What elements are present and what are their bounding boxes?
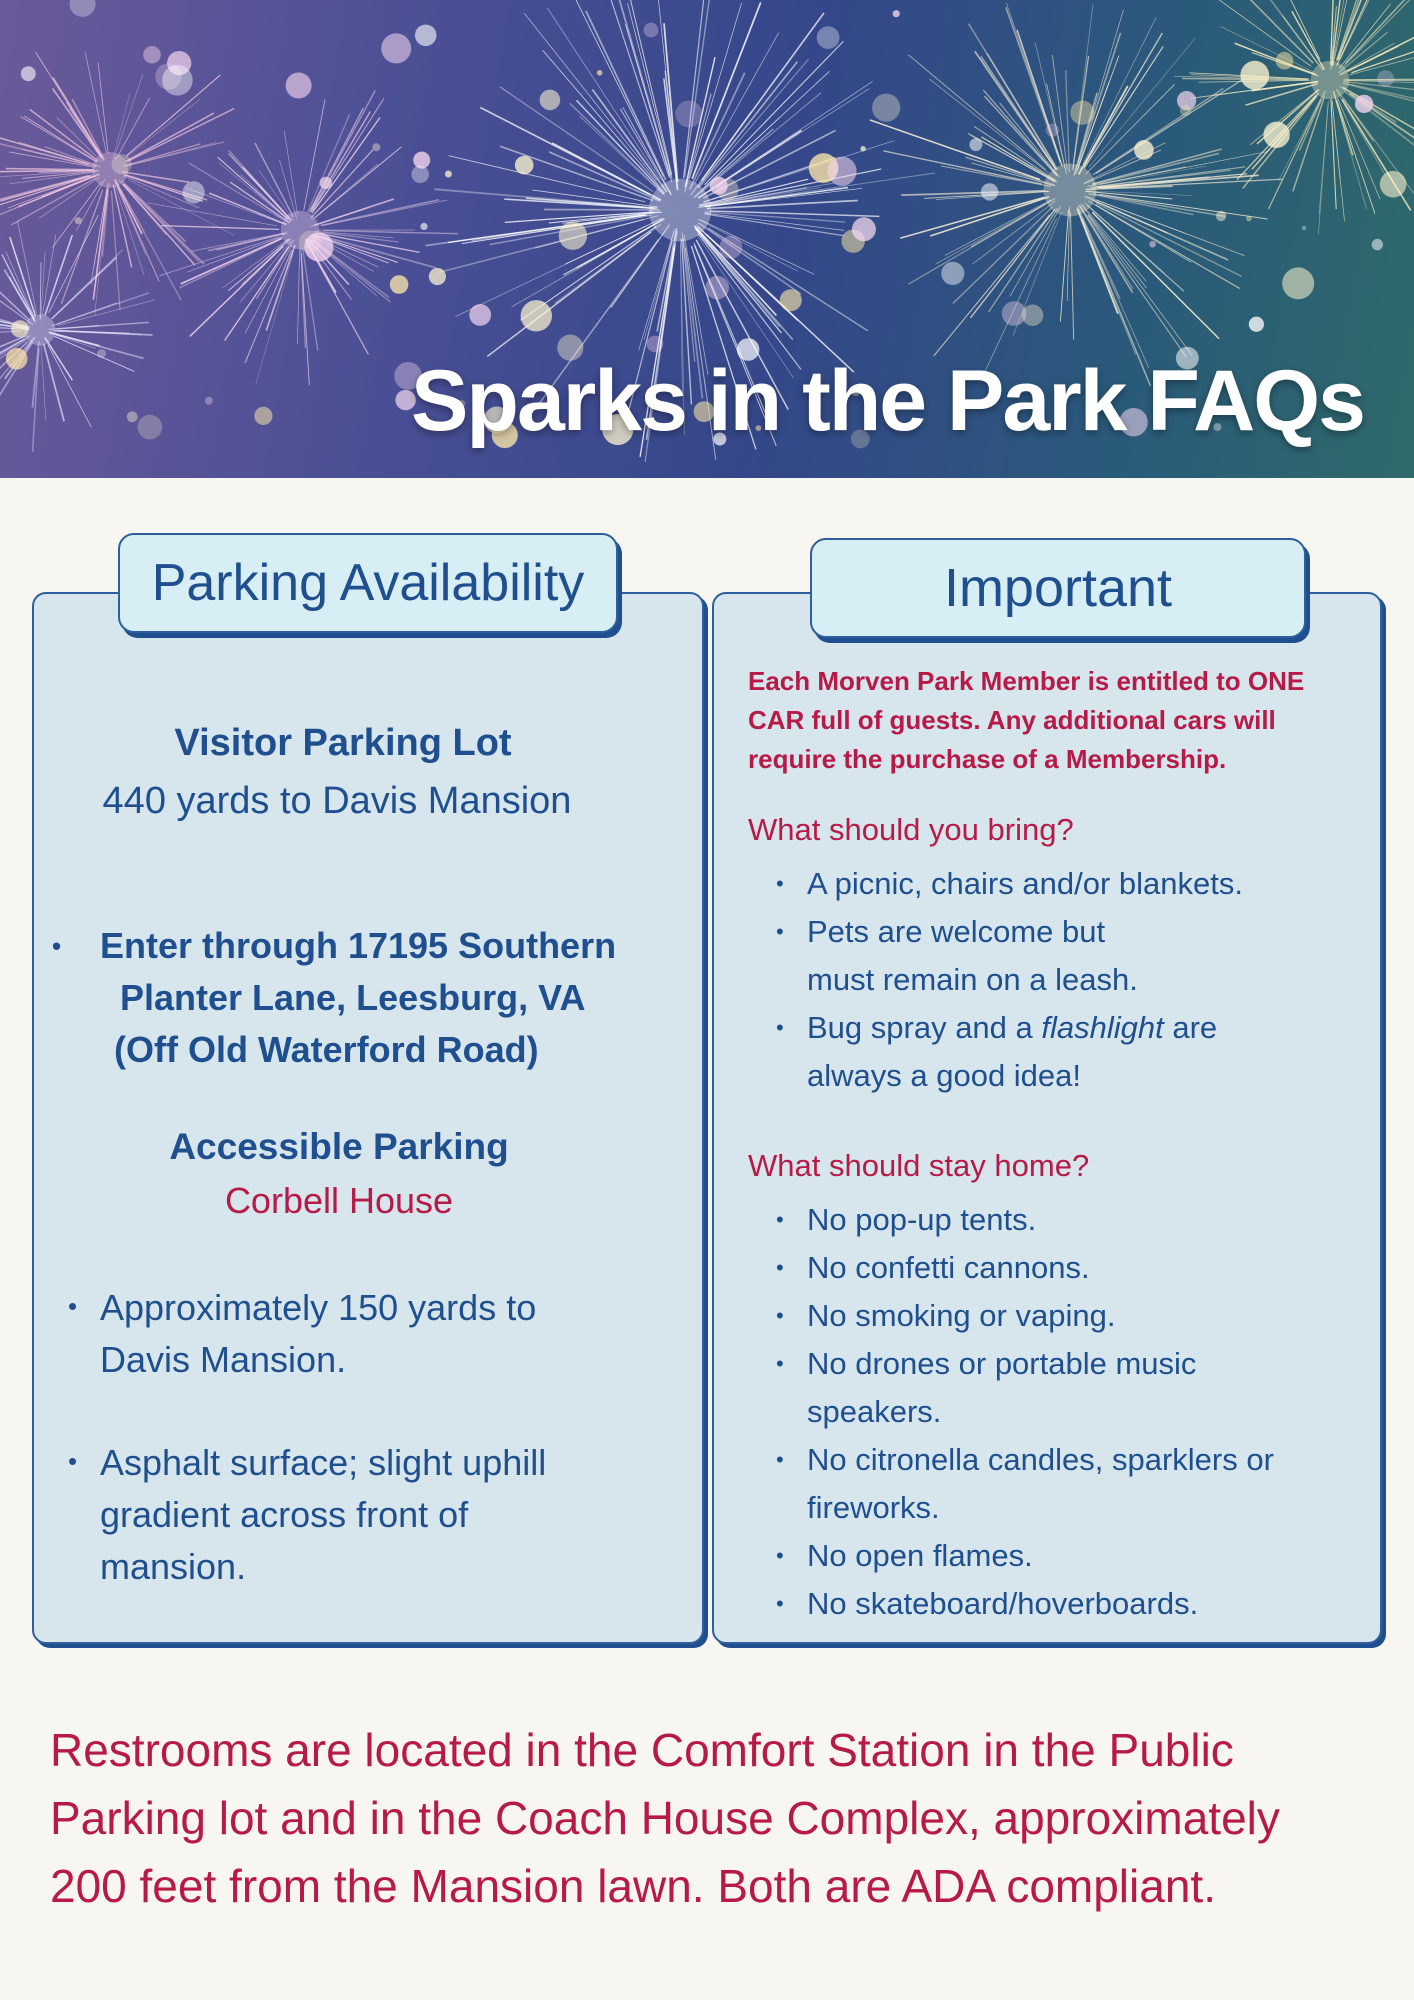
restroom-note-line: Parking lot and in the Coach House Complex, approximately	[50, 1792, 1280, 1844]
accessible-item-line: Approximately 150 yards to	[100, 1287, 537, 1328]
entry-line: Planter Lane, Leesburg, VA	[120, 977, 586, 1018]
stay-home-item: No skateboard/hoverboards.	[807, 1586, 1199, 1621]
stay-home-item: No smoking or vaping.	[807, 1298, 1116, 1333]
flashlight-emphasis: flashlight	[1041, 1010, 1164, 1045]
restroom-note-line: 200 feet from the Mansion lawn. Both are ADA compliant.	[50, 1860, 1216, 1912]
bring-item: Pets are welcome but	[807, 914, 1106, 949]
bullet-icon: •	[776, 1255, 784, 1280]
notice-line: Each Morven Park Member is entitled to ONE	[748, 666, 1305, 696]
firework-burst	[1174, 0, 1414, 234]
stay-home-item: No open flames.	[807, 1538, 1033, 1573]
accessible-title: Accessible Parking	[169, 1126, 509, 1167]
page-title: Sparks in the Park FAQs	[411, 353, 1364, 449]
entry-line: Enter through 17195 Southern	[100, 925, 617, 966]
bring-item-cont: always a good idea!	[807, 1058, 1082, 1093]
restroom-note	[50, 1716, 1280, 1920]
visitor-lot-title: Visitor Parking Lot	[174, 722, 512, 764]
accessible-item-line: mansion.	[100, 1546, 247, 1587]
firework-burst	[870, 3, 1282, 386]
bring-item-text: Bug spray and a	[807, 1010, 1042, 1045]
bullet-icon: •	[776, 1447, 784, 1472]
notice-line: require the purchase of a Membership.	[748, 744, 1227, 774]
bullet-icon: •	[52, 931, 62, 961]
bullet-icon: •	[776, 1207, 784, 1232]
bring-item-cont: must remain on a leash.	[807, 962, 1138, 997]
bullet-icon: •	[68, 1446, 78, 1476]
bring-heading: What should you bring?	[748, 812, 1074, 847]
important-tab: Important	[810, 538, 1306, 638]
accessible-item-line: Asphalt surface; slight uphill	[100, 1442, 547, 1483]
bring-item: A picnic, chairs and/or blankets.	[807, 866, 1243, 901]
restroom-note-line: Restrooms are located in the Comfort Station in the Public	[50, 1724, 1234, 1776]
bullet-icon: •	[776, 1015, 784, 1040]
stay-home-item: No pop-up tents.	[807, 1202, 1037, 1237]
bring-item-text: are	[1163, 1010, 1218, 1045]
bring-item	[807, 1004, 1217, 1052]
stay-home-item-cont: speakers.	[807, 1394, 942, 1429]
bullet-icon: •	[776, 1591, 784, 1616]
accessible-item-line: gradient across front of	[100, 1494, 469, 1535]
accessible-location: Corbell House	[224, 1180, 454, 1221]
bullet-icon: •	[68, 1291, 78, 1321]
stay-home-item: No drones or portable music	[807, 1346, 1197, 1381]
bullet-icon: •	[776, 1351, 784, 1376]
accessible-item-line: Davis Mansion.	[100, 1339, 347, 1380]
notice-line: CAR full of guests. Any additional cars will	[748, 705, 1276, 735]
hero-banner	[0, 0, 1414, 478]
stay-home-item: No citronella candles, sparklers or	[807, 1442, 1274, 1477]
bullet-icon: •	[776, 1303, 784, 1328]
bullet-icon: •	[776, 871, 784, 896]
stay-home-item: No confetti cannons.	[807, 1250, 1090, 1285]
stay-home-item-cont: fireworks.	[807, 1490, 940, 1525]
membership-notice	[748, 662, 1304, 779]
bullet-icon: •	[776, 1543, 784, 1568]
visitor-lot-distance: 440 yards to Davis Mansion	[102, 780, 572, 822]
bullet-icon: •	[776, 919, 784, 944]
stay-home-heading: What should stay home?	[748, 1148, 1090, 1183]
parking-tab: Parking Availability	[118, 533, 618, 633]
entry-line: (Off Old Waterford Road)	[114, 1029, 539, 1070]
